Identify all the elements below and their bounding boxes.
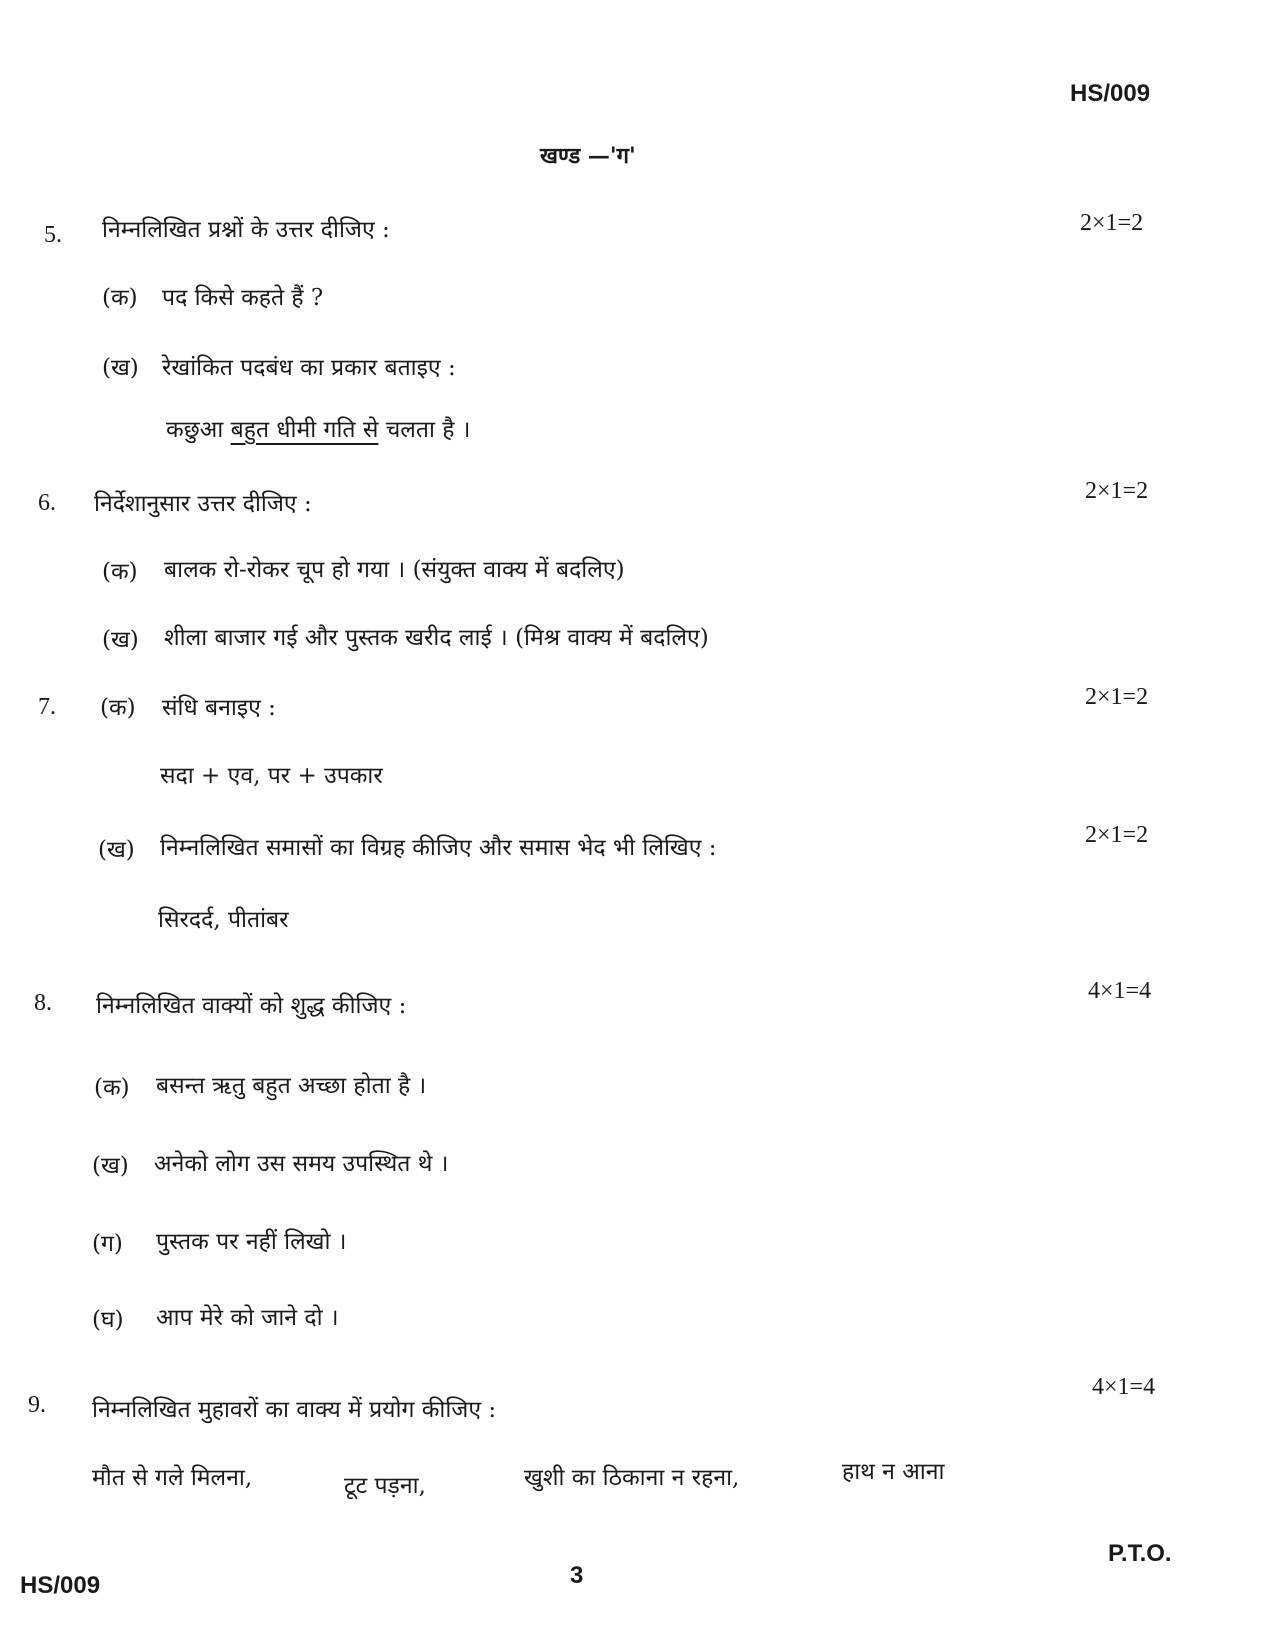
question-6b-text: शीला बाजार गई और पुस्तक खरीद लाई । (मिश्र वाक्य में बदलिए) (164, 625, 709, 651)
question-8a-label: (क) (94, 1075, 130, 1101)
question-5b-sentence (166, 412, 471, 444)
question-7b-marks: 2×1=2 (1085, 822, 1149, 848)
question-9-marks: 4×1=4 (1092, 1374, 1156, 1400)
question-7a-label: (क) (100, 695, 136, 721)
question-8-text: निम्नलिखित वाक्यों को शुद्ध कीजिए : (96, 993, 407, 1019)
question-6a-text: बालक रो-रोकर चूप हो गया । (संयुक्त वाक्य में बदलिए) (164, 557, 625, 583)
question-7b-items: सिरदर्द, पीतांबर (158, 907, 289, 933)
question-6-text: निर्देशानुसार उत्तर दीजिए : (94, 491, 312, 517)
question-number-9: 9. (28, 1392, 46, 1418)
underlined-phrase: बहुत धीमी गति से (230, 417, 379, 443)
pto-label: P.T.O. (1108, 1540, 1172, 1567)
question-6b-label: (ख) (102, 627, 139, 653)
question-5-text: निम्नलिखित प्रश्नों के उत्तर दीजिए : (102, 217, 390, 243)
idiom-2: टूट पड़ना, (344, 1473, 426, 1499)
question-5-marks: 2×1=2 (1080, 210, 1144, 236)
sentence-after: चलता है । (378, 417, 471, 443)
question-9-text: निम्नलिखित मुहावरों का वाक्य में प्रयोग कीजिए : (92, 1397, 497, 1423)
question-6a-label: (क) (102, 559, 138, 585)
question-8c-label: (ग) (92, 1231, 123, 1257)
question-6-marks: 2×1=2 (1085, 478, 1149, 504)
question-7a-marks: 2×1=2 (1085, 684, 1149, 710)
question-7b-text: निम्नलिखित समासों का विग्रह कीजिए और समास भेद भी लिखिए : (160, 835, 717, 861)
question-8c-text: पुस्तक पर नहीं लिखो । (156, 1229, 347, 1255)
question-number-7: 7. (38, 694, 56, 720)
question-5b-text: रेखांकित पदबंध का प्रकार बताइए : (162, 355, 456, 381)
question-number-6: 6. (38, 490, 56, 516)
idiom-4: हाथ न आना (842, 1459, 945, 1485)
question-7b-label: (ख) (98, 837, 135, 863)
question-5a-text: पद किसे कहते हैं ? (162, 285, 324, 311)
question-8-marks: 4×1=4 (1088, 978, 1152, 1004)
idiom-3: खुशी का ठिकाना न रहना, (524, 1465, 740, 1491)
question-number-8: 8. (34, 990, 52, 1016)
question-8b-text: अनेको लोग उस समय उपस्थित थे । (154, 1151, 449, 1177)
question-5a-label: (क) (102, 285, 138, 311)
question-8d-text: आप मेरे को जाने दो । (156, 1305, 339, 1331)
section-title: खण्ड —'ग' (540, 143, 636, 169)
question-8a-text: बसन्त ऋतु बहुत अच्छा होता है । (156, 1073, 427, 1099)
question-8d-label: (घ) (92, 1307, 124, 1333)
paper-code-header: HS/009 (1070, 80, 1151, 107)
question-5b-label: (ख) (102, 355, 139, 381)
sentence-before: कछुआ (166, 417, 231, 443)
question-8b-label: (ख) (92, 1153, 129, 1179)
idiom-1: मौत से गले मिलना, (92, 1465, 253, 1491)
question-7a-text: संधि बनाइए : (162, 695, 276, 721)
paper-code-footer: HS/009 (20, 1572, 101, 1599)
page-number: 3 (570, 1562, 584, 1589)
question-number-5: 5. (44, 222, 62, 248)
question-7a-items: सदा + एव, पर + उपकार (160, 763, 383, 789)
